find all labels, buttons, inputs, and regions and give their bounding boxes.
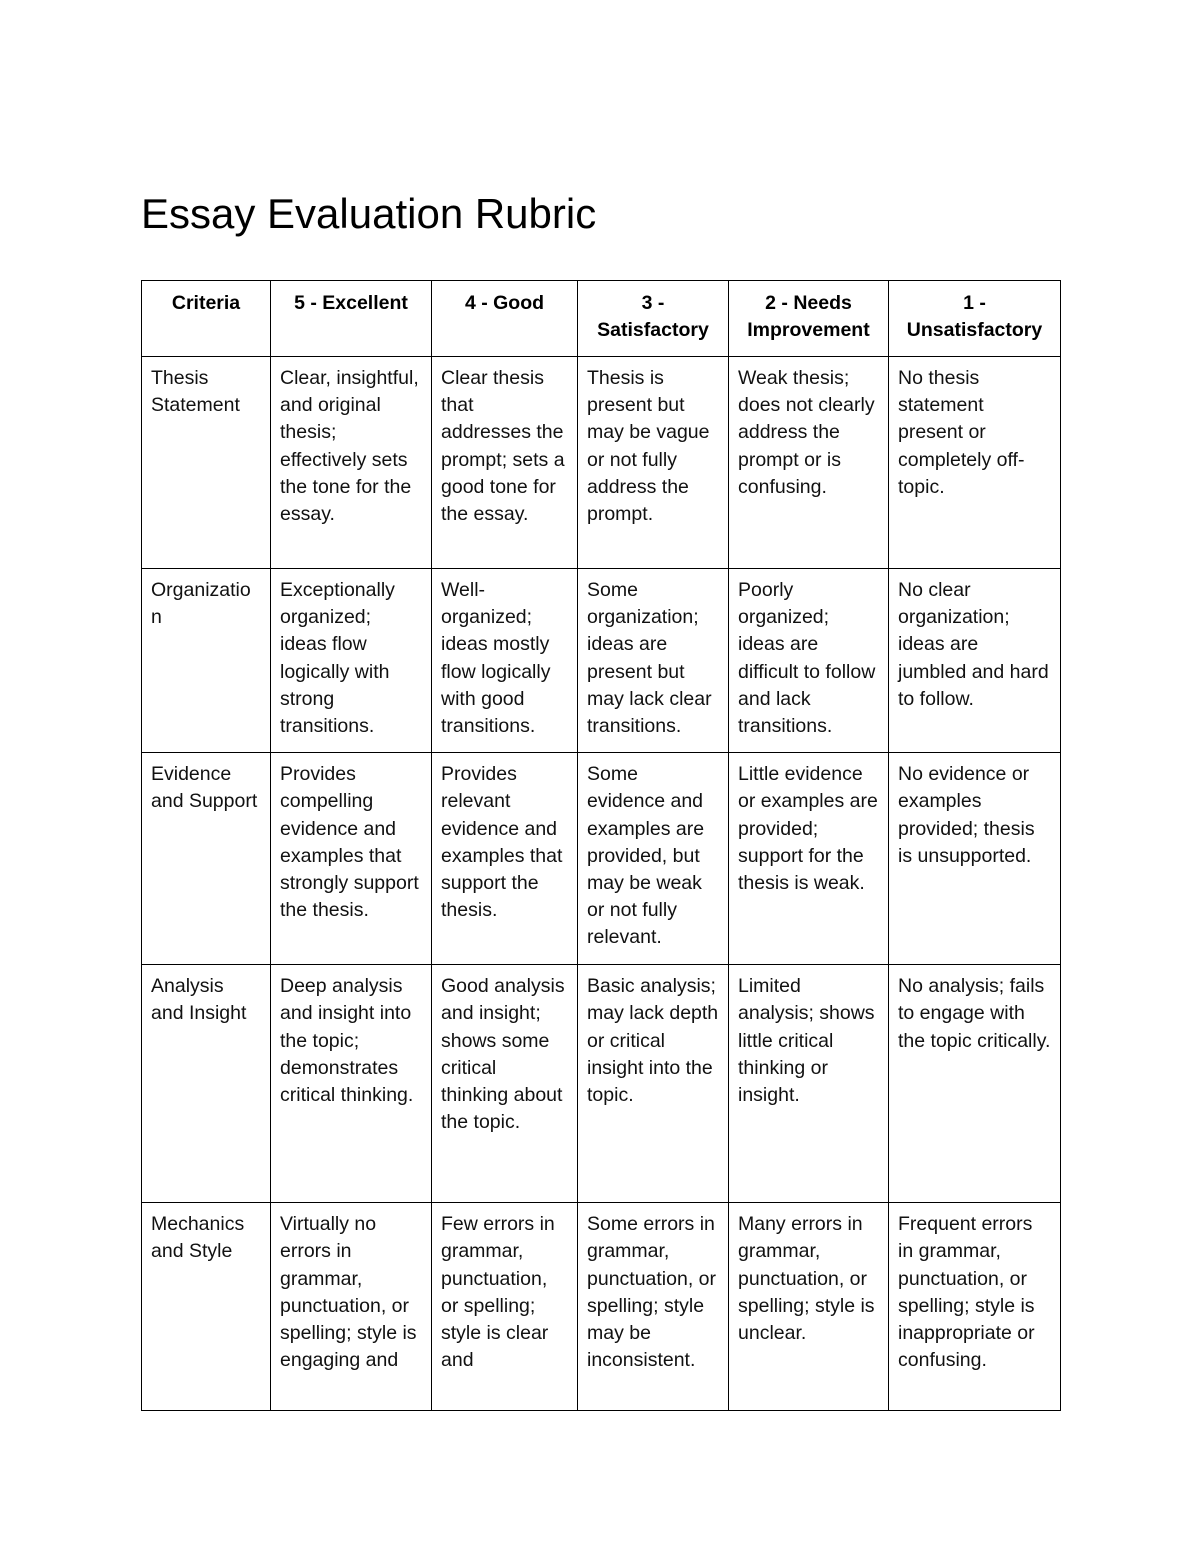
table-cell: Thesis is present but may be vague or not fully address the prompt. [578,357,729,569]
table-cell: Virtually no errors in grammar, punctuation, or spelling; style is engaging and [271,1203,432,1411]
page-title: Essay Evaluation Rubric [141,190,597,237]
table-cell: Well-organized; ideas mostly flow logically with good transitions. [432,569,578,753]
table-row [142,753,1061,965]
table-cell: Few errors in grammar, punctuation, or spelling; style is clear and [432,1203,578,1411]
header-satisfactory: 3 - Satisfactory [578,281,729,357]
table-cell: Exceptionally organized; ideas flow logically with strong transitions. [271,569,432,753]
table-cell: No evidence or examples provided; thesis is unsupported. [889,753,1061,965]
table-cell: Clear thesis that addresses the prompt; sets a good tone for the essay. [432,357,578,569]
table-cell: Frequent errors in grammar, punctuation, or spelling; style is inappropriate or confusing. [889,1203,1061,1411]
table-cell: No thesis statement present or completely off-topic. [889,357,1061,569]
rubric-table [141,280,1061,1411]
header-excellent: 5 - Excellent [271,281,432,357]
table-cell: Provides relevant evidence and examples that support the thesis. [432,753,578,965]
header-criteria: Criteria [142,281,271,357]
table-cell: Limited analysis; shows little critical thinking or insight. [729,965,889,1203]
table-cell: Clear, insightful, and original thesis; effectively sets the tone for the essay. [271,357,432,569]
table-cell: Little evidence or examples are provided; support for the thesis is weak. [729,753,889,965]
criteria-cell: Thesis Statement [142,357,271,569]
table-cell: Some organization; ideas are present but may lack clear transitions. [578,569,729,753]
header-unsatisfactory: 1 - Unsatisfactory [889,281,1061,357]
table-cell: Deep analysis and insight into the topic; demonstrates critical thinking. [271,965,432,1203]
table-cell: Some evidence and examples are provided, but may be weak or not fully relevant. [578,753,729,965]
table-cell: Provides compelling evidence and examples that strongly support the thesis. [271,753,432,965]
table-row [142,965,1061,1203]
criteria-cell: Analysis and Insight [142,965,271,1203]
header-row [142,281,1061,357]
criteria-cell: Organization [142,569,271,753]
table-row [142,1203,1061,1411]
table-cell: Some errors in grammar, punctuation, or spelling; style may be inconsistent. [578,1203,729,1411]
table-row [142,569,1061,753]
criteria-cell: Mechanics and Style [142,1203,271,1411]
header-good: 4 - Good [432,281,578,357]
header-needs-improvement: 2 - Needs Improvement [729,281,889,357]
table-row [142,357,1061,569]
table-cell: Weak thesis; does not clearly address the prompt or is confusing. [729,357,889,569]
table-cell: No analysis; fails to engage with the topic critically. [889,965,1061,1203]
table-cell: Basic analysis; may lack depth or critical insight into the topic. [578,965,729,1203]
criteria-cell: Evidence and Support [142,753,271,965]
table-cell: Good analysis and insight; shows some critical thinking about the topic. [432,965,578,1203]
table-cell: Poorly organized; ideas are difficult to follow and lack transitions. [729,569,889,753]
table-cell: Many errors in grammar, punctuation, or spelling; style is unclear. [729,1203,889,1411]
table-cell: No clear organization; ideas are jumbled and hard to follow. [889,569,1061,753]
